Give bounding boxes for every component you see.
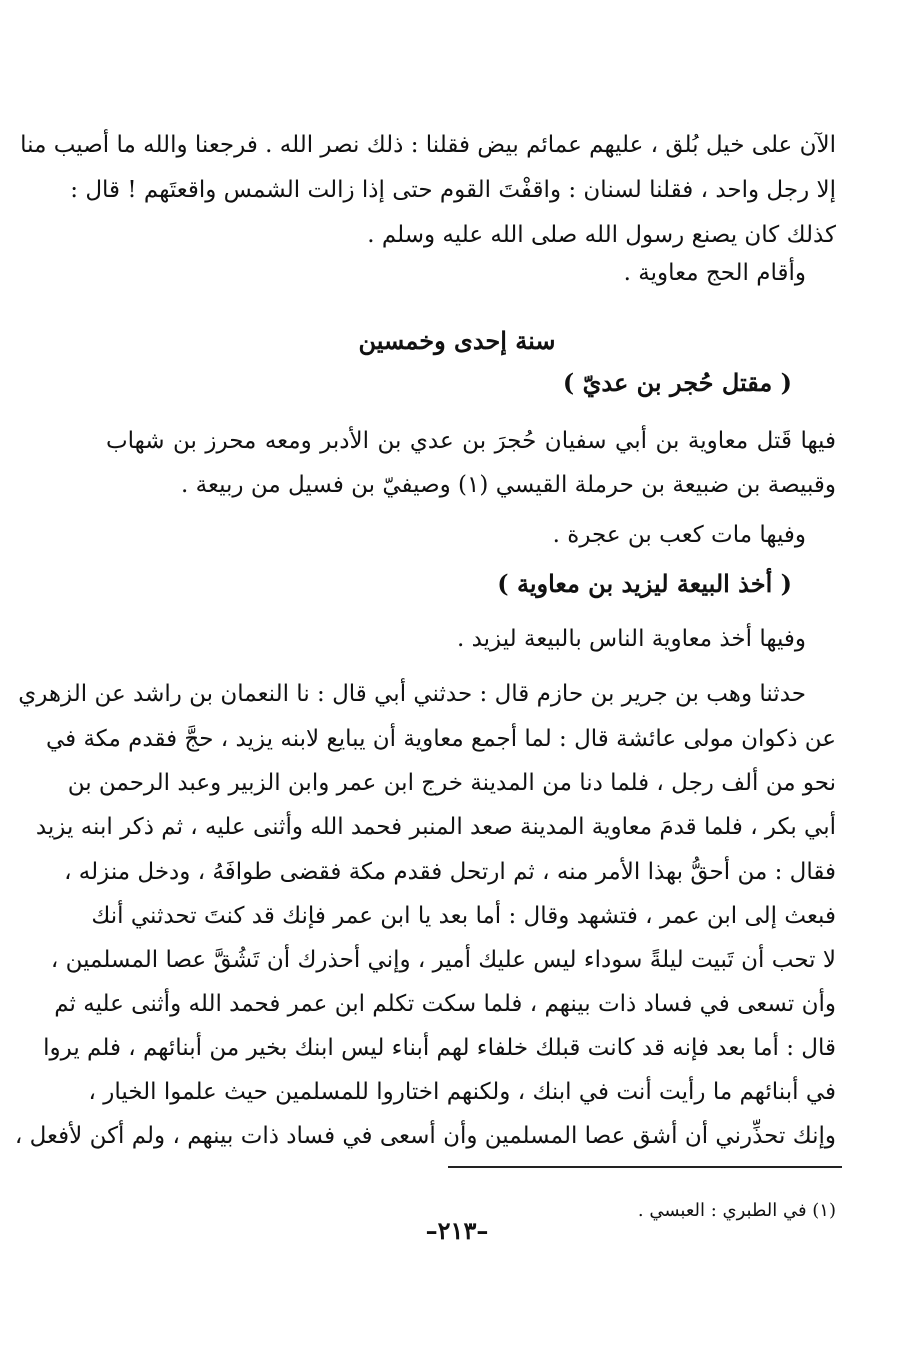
narration-first-line: حدثنا وهب بن جرير بن حازم قال : حدثني أبي قال : نا النعمان بن راشد عن الزهري [18, 681, 806, 707]
continuation-line-3: كذلك كان يصنع رسول الله صلى الله عليه وسلم . [367, 222, 836, 248]
narration-line-1: عن ذكوان مولى عائشة قال : لما أجمع معاوية أن يبايع لابنه يزيد ، حجَّ فقدم مكة في [46, 726, 836, 752]
section-heading-hujr: ( مقتل حُجر بن عديّ ) [562, 368, 792, 397]
narration-line-6: لا تحب أن تَبيت ليلةً سوداء ليس عليك أمير ، وإني أحذرك أن تَشُقَّ عصا المسلمين ، [50, 947, 836, 973]
narration-line-5: فبعث إلى ابن عمر ، فتشهد وقال : أما بعد يا ابن عمر فإنك قد كنتَ تحدثني أنك [91, 903, 836, 929]
section1-line-1: فيها قَتل معاوية بن أبي سفيان حُجرَ بن عدي بن الأدبر ومعه محرز بن شهاب [106, 428, 836, 454]
narration-line-10: وإنك تحذِّرني أن أشق عصا المسلمين وأن أسعى في فساد ذات بينهم ، ولم أكن لأفعل ، [14, 1123, 836, 1149]
section-heading-baya: ( أخذ البيعة ليزيد بن معاوية ) [497, 569, 792, 598]
narration-line-4: فقال : من أحقُّ بهذا الأمر منه ، ثم ارتحل فقدم مكة فقضى طوافَهُ ، ودخل منزله ، [64, 859, 836, 885]
death-line: وفيها مات كعب بن عجرة . [552, 522, 806, 548]
narration-line-3: أبي بكر ، فلما قدمَ معاوية المدينة صعد المنبر فحمد الله وأثنى عليه ، ثم ذكر ابنه يزيد [35, 814, 836, 840]
section1-line-2: وقبيصة بن ضبيعة بن حرملة القيسي (١) وصيفيّ بن فسيل من ربيعة . [181, 472, 836, 498]
continuation-line-2: إلا رجل واحد ، فقلنا لسنان : واقفْتَ القوم حتى إذا زالت الشمس واقعتَهم ! قال : [70, 177, 836, 203]
page-number: –٢١٣– [425, 1216, 489, 1245]
narration-line-8: قال : أما بعد فإنه قد كانت قبلك خلفاء لهم أبناء ليس ابنك بخير من أبنائهم ، فلم يروا [43, 1035, 836, 1061]
narration-line-2: نحو من ألف رجل ، فلما دنا من المدينة خرج ابن عمر وابن الزبير وعبد الرحمن بن [67, 770, 836, 796]
continuation-line-1: الآن على خيل بُلق ، عليهم عمائم بيض فقلنا : ذلك نصر الله . فرجعنا والله ما أصيب منا [20, 132, 836, 158]
baya-line: وفيها أخذ معاوية الناس بالبيعة ليزيد . [456, 626, 806, 652]
year-heading: سنة إحدى وخمسين [358, 326, 556, 355]
hajj-line: وأقام الحج معاوية . [623, 260, 806, 286]
footnote: (١) في الطبري : العبسي . [637, 1200, 836, 1221]
footnote-divider [448, 1166, 842, 1168]
narration-line-9: في أبنائهم ما رأيت أنت في ابنك ، ولكنهم اختاروا للمسلمين حيث علموا الخيار ، [88, 1079, 836, 1105]
narration-line-7: وأن تسعى في فساد ذات بينهم ، فلما سكت تكلم ابن عمر فحمد الله وأثنى عليه ثم [54, 991, 836, 1017]
